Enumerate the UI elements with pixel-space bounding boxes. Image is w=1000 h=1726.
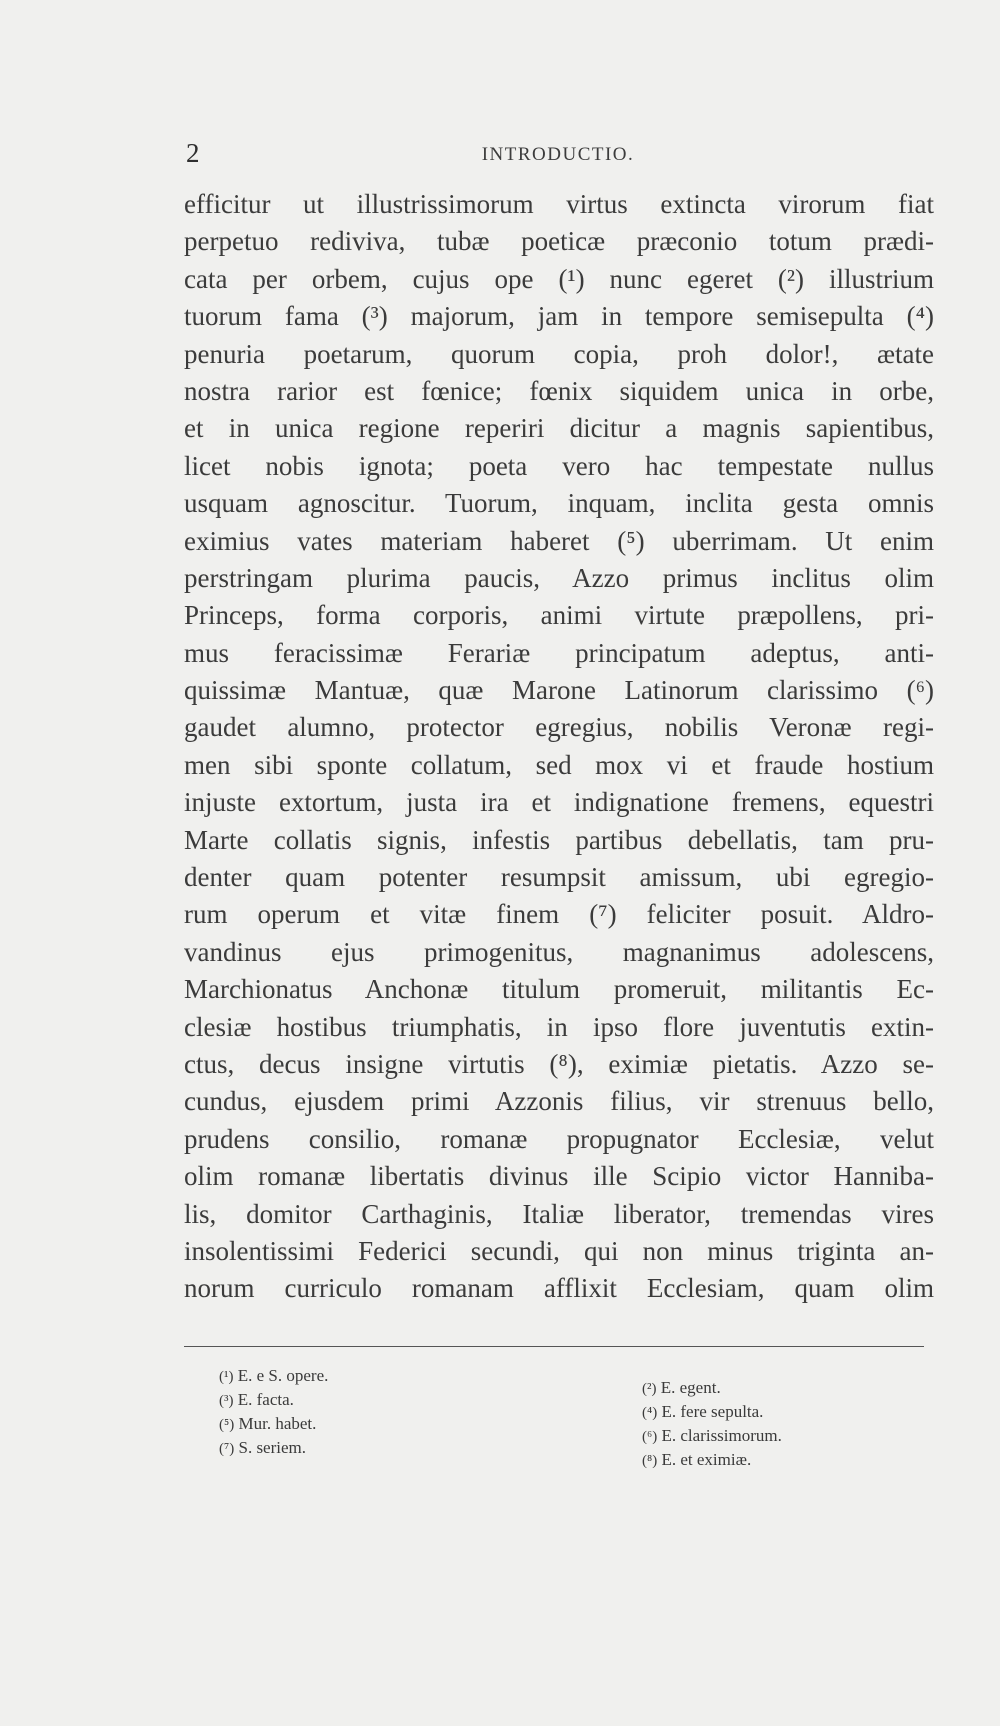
text-line: Marte collatis signis, infestis partibus debellatis, tam pru- (184, 824, 934, 855)
page-number: 2 (186, 138, 200, 168)
text-line: lis, domitor Carthaginis, Italiæ liberator, tremendas vires (184, 1198, 934, 1229)
footnote (642, 1448, 782, 1472)
footnote-marker: (¹) (219, 1369, 234, 1385)
footnote (219, 1388, 328, 1412)
footnotes-left-column (219, 1364, 328, 1460)
footnote-marker: (⁴) (642, 1405, 658, 1421)
footnote-text: E. et eximiæ. (661, 1450, 752, 1469)
text-line: olim romanæ libertatis divinus ille Scipio victor Hanniba- (184, 1161, 934, 1192)
text-line: et in unica regione reperiri dicitur a magnis sapientibus, (184, 413, 934, 444)
footnote-text: E. egent. (660, 1378, 721, 1397)
text-line: ctus, decus insigne virtutis (⁸), eximiæ pietatis. Azzo se- (184, 1048, 934, 1079)
text-line: Princeps, forma corporis, animi virtute præpollens, pri- (184, 600, 934, 631)
text-line: cundus, ejusdem primi Azzonis filius, vir strenuus bello, (184, 1086, 934, 1117)
text-line: nostra rarior est fœnice; fœnix siquidem unica in orbe, (184, 375, 934, 406)
text-line: clesiæ hostibus triumphatis, in ipso flore juventutis extin- (184, 1011, 934, 1042)
footnote (219, 1412, 328, 1436)
footnote (642, 1376, 782, 1400)
text-line: licet nobis ignota; poeta vero hac tempestate nullus (184, 450, 934, 481)
footnote-rule (184, 1346, 924, 1347)
running-head (186, 138, 930, 172)
footnote-text: S. seriem. (238, 1438, 307, 1457)
text-line: vandinus ejus primogenitus, magnanimus adolescens, (184, 936, 934, 967)
text-line: usquam agnoscitur. Tuorum, inquam, inclita gesta omnis (184, 488, 934, 519)
text-line: Marchionatus Anchonæ titulum promeruit, militantis Ec- (184, 974, 934, 1005)
body-text (184, 186, 934, 1308)
footnote-text: E. facta. (237, 1390, 294, 1409)
footnote-marker: (⁷) (219, 1441, 235, 1457)
text-line: norum curriculo romanam afflixit Ecclesiam, quam olim (184, 1273, 934, 1304)
footnote-marker: (³) (219, 1393, 234, 1409)
footnote (219, 1436, 328, 1460)
text-line: eximius vates materiam haberet (⁵) uberrimam. Ut enim (184, 525, 934, 556)
text-line: gaudet alumno, protector egregius, nobilis Veronæ regi- (184, 712, 934, 743)
footnote-text: E. fere sepulta. (661, 1402, 764, 1421)
text-line: efficitur ut illustrissimorum virtus extincta virorum fiat (184, 189, 934, 219)
footnote (642, 1424, 782, 1448)
text-line: prudens consilio, romanæ propugnator Ecclesiæ, velut (184, 1123, 934, 1154)
footnote-marker: (²) (642, 1381, 657, 1397)
footnote-text: Mur. habet. (238, 1414, 317, 1433)
text-line: mus feracissimæ Ferariæ principatum adeptus, anti- (184, 637, 934, 668)
footnote (642, 1400, 782, 1424)
text-line: injuste extortum, justa ira et indignatione fremens, equestri (184, 787, 934, 818)
text-line: perpetuo rediviva, tubæ poeticæ præconio totum prædi- (184, 226, 934, 257)
text-line: cata per orbem, cujus ope (¹) nunc egeret (²) illustrium (184, 263, 934, 294)
footnotes-right-column (642, 1376, 782, 1472)
running-title: INTRODUCTIO. (481, 144, 635, 165)
text-line: rum operum et vitæ finem (⁷) feliciter posuit. Aldro- (184, 899, 934, 930)
text-line: perstringam plurima paucis, Azzo primus inclitus olim (184, 562, 934, 593)
text-line: quissimæ Mantuæ, quæ Marone Latinorum clarissimo (⁶) (184, 675, 934, 706)
footnote-marker: (⁸) (642, 1453, 658, 1469)
footnote-marker: (⁵) (219, 1417, 235, 1433)
footnote-text: E. clarissimorum. (661, 1426, 782, 1445)
footnote-marker: (⁶) (642, 1429, 658, 1445)
text-line: penuria poetarum, quorum copia, proh dolor!, ætate (184, 338, 934, 369)
text-line: men sibi sponte collatum, sed mox vi et fraude hostium (184, 749, 934, 780)
footnote-text: E. e S. opere. (237, 1366, 329, 1385)
text-line: insolentissimi Federici secundi, qui non minus triginta an- (184, 1235, 934, 1266)
text-line: tuorum fama (³) majorum, jam in tempore semisepulta (⁴) (184, 301, 934, 332)
text-line: denter quam potenter resumpsit amissum, ubi egregio- (184, 862, 934, 893)
footnote (219, 1364, 328, 1388)
